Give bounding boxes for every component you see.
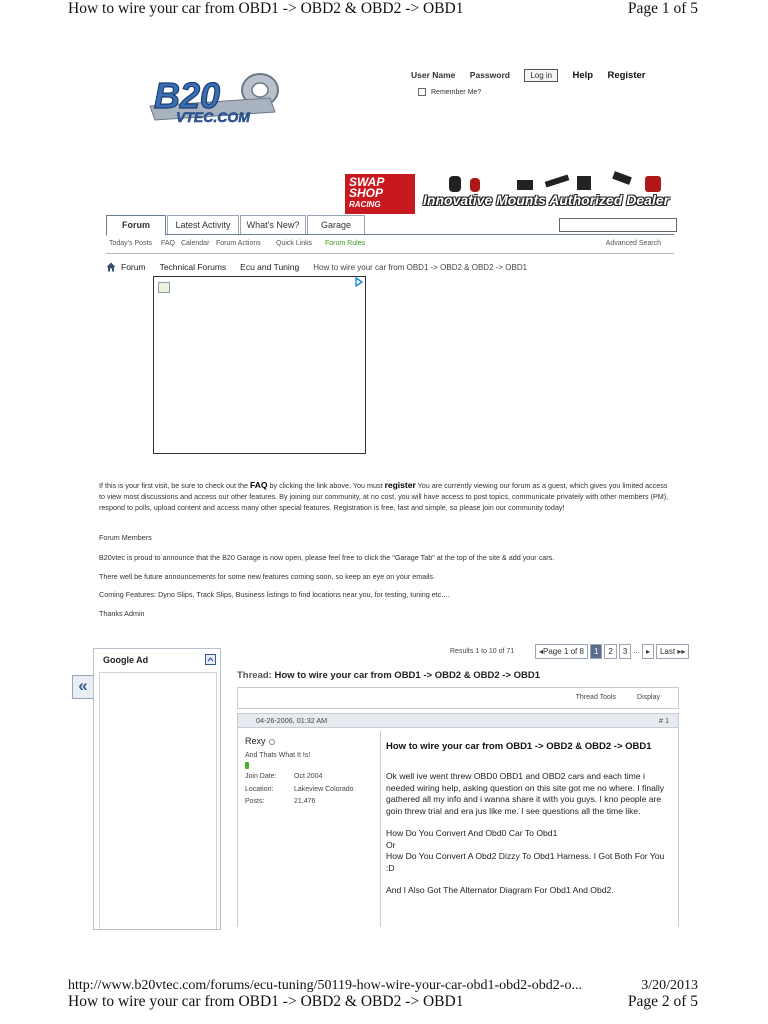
print-footer-url: http://www.b20vtec.com/forums/ecu-tuning/50119-how-wire-your-car-obd1-obd2-obd2-o... <box>68 978 582 993</box>
location-value: Lakeview Colorado <box>294 786 354 793</box>
results-count: Results 1 to 10 of 71 <box>450 648 515 655</box>
notice-text: by clicking the link above. You must <box>269 481 383 490</box>
last-page-icon: ▸▸ <box>677 647 686 656</box>
pagination <box>535 644 691 658</box>
subnav-calendar[interactable]: Calendar <box>181 240 210 247</box>
post-paragraph: And I Also Got The Alternator Diagram For Obd1 And Obd2. <box>386 885 614 895</box>
post-header <box>237 713 679 728</box>
username-label[interactable]: User Name <box>411 70 456 80</box>
page-1[interactable]: 1 <box>590 644 602 659</box>
advertisement-box[interactable] <box>153 276 366 454</box>
print-page-number-2: Page 2 of 5 <box>627 993 698 1010</box>
google-ad-block <box>93 648 221 930</box>
post-date: 04-26-2006, 01:32 AM <box>256 716 328 725</box>
notice-text: If this is your first visit, be sure to check out the <box>99 481 249 490</box>
breadcrumb-ecu-tuning[interactable]: Ecu and Tuning <box>240 262 300 272</box>
thread-tools-bar <box>237 687 679 709</box>
location-label: Location: <box>245 786 274 793</box>
login-button[interactable]: Log in <box>524 69 558 82</box>
author-name[interactable]: Rexy <box>245 736 266 746</box>
coming-features: Coming Features: Dyno Slips, Track Slips, Business listings to find locations near you, for testing, tuning etc.... <box>99 590 450 599</box>
notice-text: You are currently viewing our forum as a guest, which gives you limited access to view most discussions and access our other features. By joining our community, at no cost, you will have access to post topics, communicate privately with other members (PM), respond to polls, upload content and access many other special features. Registration is free, fast and simple, so please join our community today! <box>99 481 669 512</box>
tab-forum[interactable]: Forum <box>106 215 166 236</box>
broken-image-icon <box>158 282 170 293</box>
future-announcement: There well be future announcements for some new features coming soon, so keep an eye on your emails. <box>99 572 436 581</box>
bracket-icon <box>577 176 591 190</box>
b20vtec-logo-icon <box>140 68 295 130</box>
garage-announcement: B20vtec is proud to announce that the B20 Garage is now open, please feel free to click the "Garage Tab" at the top of the site & add your cars. <box>99 553 555 562</box>
print-header-title: How to wire your car from OBD1 -> OBD2 & OBD2 -> OBD1 <box>68 0 464 17</box>
home-icon[interactable] <box>106 262 116 272</box>
post-title: How to wire your car from OBD1 -> OBD2 & OBD2 -> OBD1 <box>386 741 652 752</box>
breadcrumb-forum[interactable]: Forum <box>121 262 146 272</box>
register-link[interactable]: Register <box>607 70 646 81</box>
tab-garage[interactable]: Garage <box>307 215 365 234</box>
last-page-button[interactable] <box>656 644 689 659</box>
logo-text: B20 <box>154 75 221 116</box>
thread-label: Thread: <box>237 670 272 681</box>
swap-shop-racing-logo <box>345 174 415 214</box>
login-bar <box>411 69 657 82</box>
page-3[interactable]: 3 <box>619 644 631 659</box>
collapse-icon[interactable] <box>205 654 216 665</box>
post-paragraph: Ok well ive went threw OBD0 OBD1 and OBD2 cars and each time i needed wiring help, asking question on this site got me no where. I finally gathered all my info and i wanna share it with you guys. I kno people are goin threw trial and era jus like me. I see questions all the time like. <box>386 771 665 816</box>
google-ad-title: Google Ad <box>103 655 149 665</box>
sidebar-toggle-icon[interactable]: « <box>72 675 94 699</box>
post-number[interactable]: # 1 <box>659 716 669 725</box>
bracket-icon <box>517 180 533 190</box>
offline-status-icon <box>269 739 275 745</box>
engine-mount-icon <box>645 176 661 192</box>
page-of-label: Page 1 of 8 <box>543 647 584 656</box>
sub-navigation <box>106 235 674 254</box>
advanced-search-link[interactable]: Advanced Search <box>605 240 661 247</box>
thanks-admin: Thanks Admin <box>99 609 145 618</box>
subnav-faq[interactable]: FAQ <box>161 240 176 247</box>
breadcrumb <box>106 262 541 272</box>
subnav-quick-links[interactable]: Quick Links <box>276 240 313 247</box>
display-menu[interactable]: Display <box>637 694 660 701</box>
reputation-icon <box>245 762 249 769</box>
password-label[interactable]: Password <box>469 70 510 80</box>
author-title: And Thats What It Is! <box>245 752 311 759</box>
posts-label: Posts: <box>245 798 265 805</box>
dropdown-arrow-icon: ◂ <box>539 647 544 656</box>
tab-latest-activity[interactable]: Latest Activity <box>167 215 239 234</box>
remember-me-checkbox[interactable] <box>418 88 426 96</box>
breadcrumb-current: How to wire your car from OBD1 -> OBD2 & OBD2 -> OBD1 <box>313 262 528 272</box>
print-footer-date: 3/20/2013 <box>641 978 698 993</box>
post-divider <box>380 731 381 927</box>
guest-notice <box>99 480 669 513</box>
remember-me-label: Remember Me? <box>431 88 482 96</box>
engine-mount-icon <box>470 178 480 192</box>
remember-me[interactable] <box>418 88 481 96</box>
banner-swap-text: SWAP <box>349 175 385 189</box>
tab-whats-new[interactable]: What's New? <box>240 215 306 234</box>
banner-shop-text: SHOP <box>349 186 384 200</box>
post-content <box>386 771 670 908</box>
banner-racing-text: RACING <box>349 200 381 209</box>
subnav-forum-actions[interactable]: Forum Actions <box>216 240 261 247</box>
post-line: Or <box>386 839 396 850</box>
help-link[interactable]: Help <box>572 70 594 81</box>
last-label: Last <box>659 647 676 656</box>
breadcrumb-technical-forums[interactable]: Technical Forums <box>159 262 227 272</box>
posts-value: 21,476 <box>294 798 316 805</box>
print-header-title-2: How to wire your car from OBD1 -> OBD2 & OBD2 -> OBD1 <box>68 993 464 1010</box>
page-of-dropdown[interactable] <box>535 644 588 659</box>
subnav-forum-rules[interactable]: Forum Rules <box>325 240 366 247</box>
post-line: How Do You Convert And Obd0 Car To Obd1 <box>386 828 558 838</box>
subnav-todays-posts[interactable]: Today's Posts <box>109 240 152 247</box>
search-input[interactable] <box>559 218 677 232</box>
thread-title <box>237 670 540 681</box>
pagination-ellipsis: ... <box>633 646 640 655</box>
banner-tagline: Innovative Mounts Authorized Dealer <box>423 192 670 208</box>
next-page-icon[interactable]: ▸ <box>642 644 654 659</box>
forum-members-text: Forum Members <box>99 533 152 542</box>
engine-mount-icon <box>449 176 461 192</box>
join-date-value: Oct 2004 <box>294 773 323 780</box>
google-ad-content[interactable] <box>99 672 217 929</box>
print-page-number: Page 1 of 5 <box>627 0 698 17</box>
site-logo[interactable] <box>140 68 295 130</box>
post-author[interactable] <box>245 736 275 746</box>
thread-title-text: How to wire your car from OBD1 -> OBD2 & OBD2 -> OBD1 <box>274 670 541 681</box>
faq-link[interactable]: FAQ <box>250 480 268 490</box>
post-line: How Do You Convert A Obd2 Dizzy To Obd1 Harness. I Got Both For You :D <box>386 851 665 873</box>
sponsor-banner[interactable] <box>345 170 675 216</box>
register-inline-link[interactable]: register <box>384 480 416 490</box>
bracket-icon <box>545 174 570 187</box>
page-2[interactable]: 2 <box>604 644 616 659</box>
ad-choices-icon[interactable] <box>354 277 364 287</box>
bracket-icon <box>612 171 632 185</box>
join-date-label: Join Date: <box>245 773 277 780</box>
thread-tools-menu[interactable]: Thread Tools <box>575 694 616 701</box>
logo-subtext: VTEC.COM <box>176 109 250 125</box>
